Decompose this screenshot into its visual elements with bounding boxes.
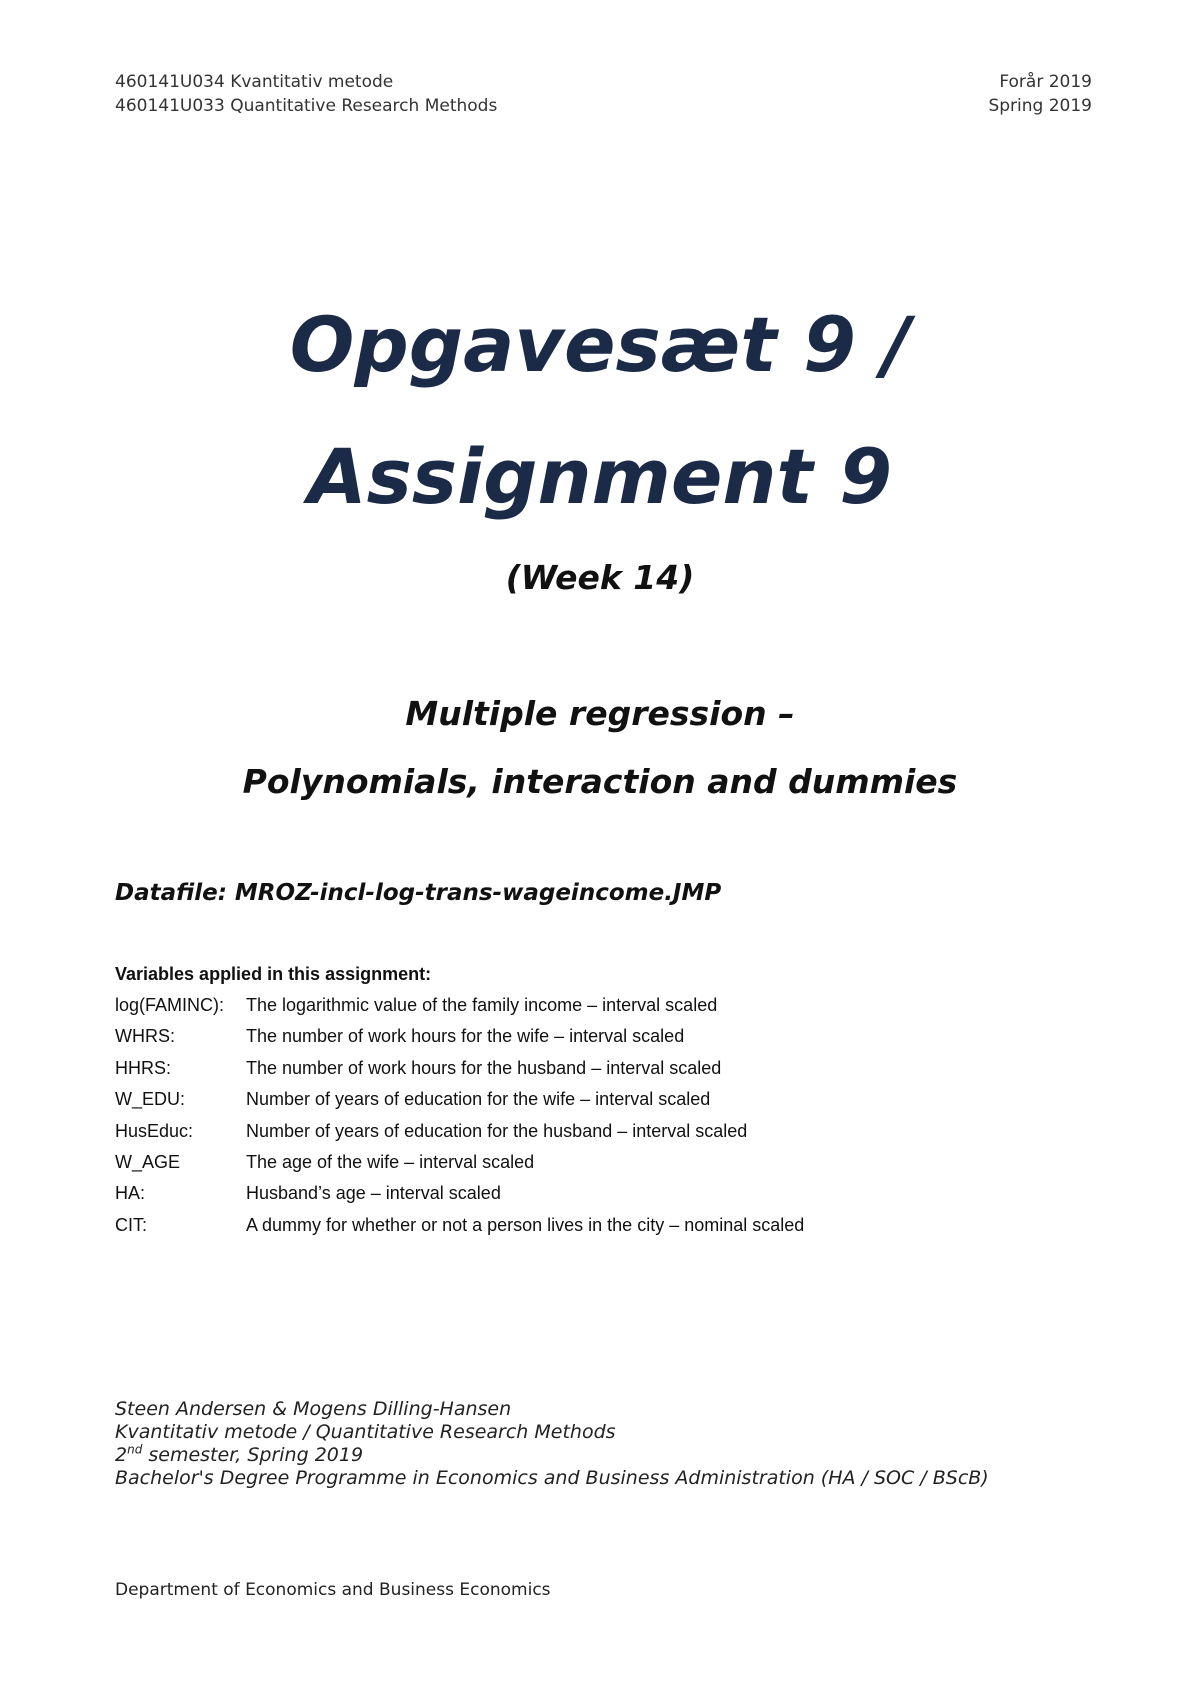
variable-row — [115, 1147, 804, 1178]
variables-heading: Variables applied in this assignment: — [115, 964, 432, 984]
variable-description: Husband’s age – interval scaled — [246, 1183, 501, 1204]
variable-description: Number of years of education for the husband – interval scaled — [246, 1120, 748, 1141]
variable-row — [115, 990, 804, 1021]
header-term — [988, 70, 1092, 118]
variable-name: W_EDU: — [115, 1089, 186, 1110]
variable-name: log(FAMINC): — [115, 995, 225, 1015]
variable-description: The number of work hours for the wife – interval scaled — [246, 1026, 685, 1047]
variable-description: The logarithmic value of the family income – interval scaled — [246, 995, 718, 1015]
title-danish: Opgavesæt 9 / — [289, 300, 911, 389]
variable-description: The age of the wife – interval scaled — [246, 1151, 535, 1172]
variable-name: W_AGE — [115, 1151, 181, 1172]
title-english: Assignment 9 — [307, 432, 893, 521]
department-name: Department of Economics and Business Economics — [115, 1580, 551, 1600]
header-course-danish: 460141U034 Kvantitativ metode — [115, 72, 394, 92]
variable-row — [115, 1178, 804, 1209]
header-term-danish: Forår 2019 — [999, 72, 1092, 92]
header-course-english: 460141U033 Quantitative Research Methods — [115, 96, 498, 116]
variable-row — [115, 1021, 804, 1052]
week-label: (Week 14) — [505, 558, 695, 597]
variable-description: Number of years of education for the wife – interval scaled — [246, 1089, 711, 1110]
variables-list — [115, 958, 804, 1241]
variable-description: A dummy for whether or not a person lives in the city – nominal scaled — [246, 1214, 805, 1235]
footer-authors: Steen Andersen & Mogens Dilling-Hansen — [115, 1398, 512, 1420]
variable-row — [115, 1084, 804, 1115]
footer-course: Kvantitativ metode / Quantitative Research Methods — [115, 1421, 616, 1443]
variable-row — [115, 1053, 804, 1084]
variable-description: The number of work hours for the husband – interval scaled — [246, 1057, 722, 1078]
header-term-english: Spring 2019 — [988, 96, 1092, 116]
variable-row — [115, 1210, 804, 1241]
header-course-codes — [115, 70, 497, 118]
footer-semester — [115, 1444, 989, 1467]
footer-credits — [115, 1398, 989, 1490]
subtitle-line-2: Polynomials, interaction and dummies — [242, 762, 958, 801]
variable-name: WHRS: — [115, 1026, 175, 1047]
footer-semester-text: semester, Spring 2019 — [142, 1444, 364, 1466]
variable-name: HHRS: — [115, 1057, 172, 1078]
variable-name: HusEduc: — [115, 1120, 194, 1141]
footer-programme: Bachelor's Degree Programme in Economics and Business Administration (HA / SOC / BScB) — [115, 1467, 989, 1489]
variable-row — [115, 1116, 804, 1147]
variable-name: HA: — [115, 1183, 146, 1204]
footer-semester-ordinal: nd — [127, 1442, 143, 1457]
subtitle-line-1: Multiple regression – — [405, 694, 795, 733]
variable-name: CIT: — [115, 1214, 148, 1235]
footer-semester-number: 2 — [115, 1444, 128, 1466]
datafile-label: Datafile: MROZ-incl-log-trans-wageincome.JMP — [115, 880, 722, 906]
